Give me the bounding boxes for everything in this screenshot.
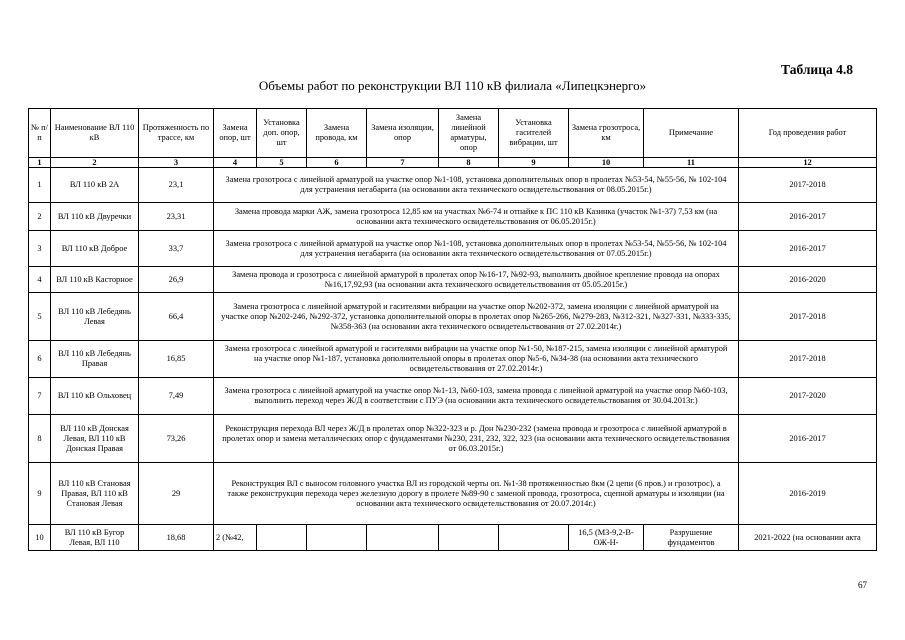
table-row bbox=[29, 415, 877, 463]
line-length: 26,9 bbox=[139, 267, 214, 293]
empty-cell bbox=[307, 525, 367, 551]
poles-replaced: 2 (№42, bbox=[214, 525, 257, 551]
work-years: 2016-2019 bbox=[739, 463, 877, 525]
table-row bbox=[29, 341, 877, 378]
empty-cell bbox=[439, 525, 499, 551]
line-name: ВЛ 110 кВ Донская Левая, ВЛ 110 кВ Донская Правая bbox=[51, 415, 139, 463]
column-number: 12 bbox=[739, 158, 877, 168]
table-row bbox=[29, 525, 877, 551]
work-years: 2017-2020 bbox=[739, 378, 877, 415]
line-length: 23,31 bbox=[139, 203, 214, 231]
empty-cell bbox=[257, 525, 307, 551]
line-name: ВЛ 110 кВ Становая Правая, ВЛ 110 кВ Становая Левая bbox=[51, 463, 139, 525]
line-name: ВЛ 110 кВ Касторное bbox=[51, 267, 139, 293]
row-note: Разрушение фундаментов bbox=[644, 525, 739, 551]
page-number: 67 bbox=[858, 580, 867, 590]
line-name: ВЛ 110 кВ 2А bbox=[51, 168, 139, 203]
table-row bbox=[29, 378, 877, 415]
header-cell: Замена грозотроса, км bbox=[569, 109, 644, 158]
table-row bbox=[29, 463, 877, 525]
work-description: Реконструкция перехода ВЛ через Ж/Д в пролетах опор №322-323 и р. Дон №230-232 (замена провода и грозотроса с линейной арматурой в пролетах опор и замена металлических опор с фундаментами №230, 231, 232, 322, 323 (на основании акта технического освидетельствования от 06.03.2015г.) bbox=[214, 415, 739, 463]
line-length: 16,85 bbox=[139, 341, 214, 378]
line-name: ВЛ 110 кВ Бугор Левая, ВЛ 110 bbox=[51, 525, 139, 551]
line-length: 29 bbox=[139, 463, 214, 525]
line-length: 23,1 bbox=[139, 168, 214, 203]
work-description: Замена грозотроса с линейной арматурой на участке опор №1-108, установка дополнительных опор в пролетах №53-54, №55-56, № 102-104 для устранения негабарита (на основании акта технического освидетельствования от 08.05.2015г.) bbox=[214, 168, 739, 203]
row-number: 3 bbox=[29, 231, 51, 267]
column-number: 11 bbox=[644, 158, 739, 168]
table-row bbox=[29, 267, 877, 293]
column-number: 5 bbox=[257, 158, 307, 168]
table-row bbox=[29, 168, 877, 203]
column-number: 2 bbox=[51, 158, 139, 168]
work-years: 2016-2017 bbox=[739, 415, 877, 463]
line-length: 33,7 bbox=[139, 231, 214, 267]
header-cell: Замена изоляции, опор bbox=[367, 109, 439, 158]
work-years: 2016-2020 bbox=[739, 267, 877, 293]
column-number: 9 bbox=[499, 158, 569, 168]
column-number: 6 bbox=[307, 158, 367, 168]
table-row bbox=[29, 203, 877, 231]
empty-cell bbox=[499, 525, 569, 551]
work-years: 2016-2017 bbox=[739, 231, 877, 267]
empty-cell bbox=[367, 525, 439, 551]
work-description: Реконструкция ВЛ с выносом головного участка ВЛ из городской черты оп. №1-38 протяженностью 8км (2 цепи (6 пров.) и грозотрос), а также реконструкция перехода через железную дорогу в пролете №89-90 с заменой провода, грозотроса, сцепной арматуры и изоляции (на основании акта технического освидетельствования от 20.07.2014г.) bbox=[214, 463, 739, 525]
header-row bbox=[29, 109, 877, 158]
line-name: ВЛ 110 кВ Лебедянь Левая bbox=[51, 293, 139, 341]
row-number: 5 bbox=[29, 293, 51, 341]
row-number: 1 bbox=[29, 168, 51, 203]
column-number-row bbox=[29, 158, 877, 168]
header-cell: Наименование ВЛ 110 кВ bbox=[51, 109, 139, 158]
line-length: 7,49 bbox=[139, 378, 214, 415]
work-description: Замена провода и грозотроса с линейной арматурой в пролетах опор №16-17, №92-93, выполнить двойное крепление провода на опорах №16,17,92,93 (на основании акта технического освидетельствования от 05.05.2015г.) bbox=[214, 267, 739, 293]
table-label: Таблица 4.8 bbox=[781, 62, 853, 77]
column-number: 8 bbox=[439, 158, 499, 168]
work-description: Замена грозотроса с линейной арматурой и гасителями вибрации на участке опор №202-372, замена изоляции с линейной арматурой на участке опор №202-246, №292-372, установка дополнительной опоры в пролетах опор №265-266, №279-283, №312-321, №327-331, №333-335, №358-363 (на основании акта технического освидетельствования от 27.02.2014г.) bbox=[214, 293, 739, 341]
header-cell: Замена провода, км bbox=[307, 109, 367, 158]
column-number: 1 bbox=[29, 158, 51, 168]
work-description: Замена провода марки АЖ, замена грозотроса 12,85 км на участках №6-74 и отпайке к ПС 110 кВ Казинка (участок №1-37) 7,53 км (на основании акта технического освидетельствования от 06.05.2015г.) bbox=[214, 203, 739, 231]
works-table bbox=[28, 108, 877, 551]
header-cell: Протяженность по трассе, км bbox=[139, 109, 214, 158]
work-description: Замена грозотроса с линейной арматурой и гасителями вибрации на участке опор №1-50, №187-215, замена изоляции с линейной арматурой на участке опор №1-187, установка дополнительной опоры в пролетах опор №5-6, №34-38 (на основании акта технического освидетельствования от 27.02.2014г.) bbox=[214, 341, 739, 378]
work-years: 2016-2017 bbox=[739, 203, 877, 231]
work-years: 2021-2022 (на основании акта bbox=[739, 525, 877, 551]
row-number: 9 bbox=[29, 463, 51, 525]
work-description: Замена грозотроса с линейной арматурой на участке опор №1-108, установка дополнительных опор в пролетах №53-54, №55-56, № 102-104 для устранения негабарита (на основании акта технического освидетельствования от 07.05.2015г.) bbox=[214, 231, 739, 267]
ground-wire-replaced: 16,5 (МЗ-9,2-В-ОЖ-Н- bbox=[569, 525, 644, 551]
column-number: 4 bbox=[214, 158, 257, 168]
table-row bbox=[29, 293, 877, 341]
header-cell: № п/п bbox=[29, 109, 51, 158]
table-row bbox=[29, 231, 877, 267]
column-number: 3 bbox=[139, 158, 214, 168]
line-length: 73,26 bbox=[139, 415, 214, 463]
line-name: ВЛ 110 кВ Лебедянь Правая bbox=[51, 341, 139, 378]
header-cell: Установка доп. опор, шт bbox=[257, 109, 307, 158]
line-name: ВЛ 110 кВ Доброе bbox=[51, 231, 139, 267]
work-years: 2017-2018 bbox=[739, 341, 877, 378]
header-cell: Замена линейной арматуры, опор bbox=[439, 109, 499, 158]
line-length: 18,68 bbox=[139, 525, 214, 551]
column-number: 10 bbox=[569, 158, 644, 168]
header-cell: Год проведения работ bbox=[739, 109, 877, 158]
row-number: 8 bbox=[29, 415, 51, 463]
row-number: 4 bbox=[29, 267, 51, 293]
line-name: ВЛ 110 кВ Ольховец bbox=[51, 378, 139, 415]
line-length: 66,4 bbox=[139, 293, 214, 341]
header-cell: Примечание bbox=[644, 109, 739, 158]
table-title: Объемы работ по реконструкции ВЛ 110 кВ филиала «Липецкэнерго» bbox=[258, 78, 647, 93]
column-number: 7 bbox=[367, 158, 439, 168]
work-years: 2017-2018 bbox=[739, 168, 877, 203]
row-number: 10 bbox=[29, 525, 51, 551]
header-cell: Установка гасителей вибрации, шт bbox=[499, 109, 569, 158]
work-description: Замена грозотроса с линейной арматурой на участке опор №1-13, №60-103, замена провода с линейной арматурой на участке опор №60-103, выполнить переход через Ж/Д в соответствии с ПУЭ (на основании акта технического освидетельствования от 30.04.2013г.) bbox=[214, 378, 739, 415]
line-name: ВЛ 110 кВ Двуречки bbox=[51, 203, 139, 231]
row-number: 6 bbox=[29, 341, 51, 378]
header-cell: Замена опор, шт bbox=[214, 109, 257, 158]
row-number: 2 bbox=[29, 203, 51, 231]
work-years: 2017-2018 bbox=[739, 293, 877, 341]
row-number: 7 bbox=[29, 378, 51, 415]
